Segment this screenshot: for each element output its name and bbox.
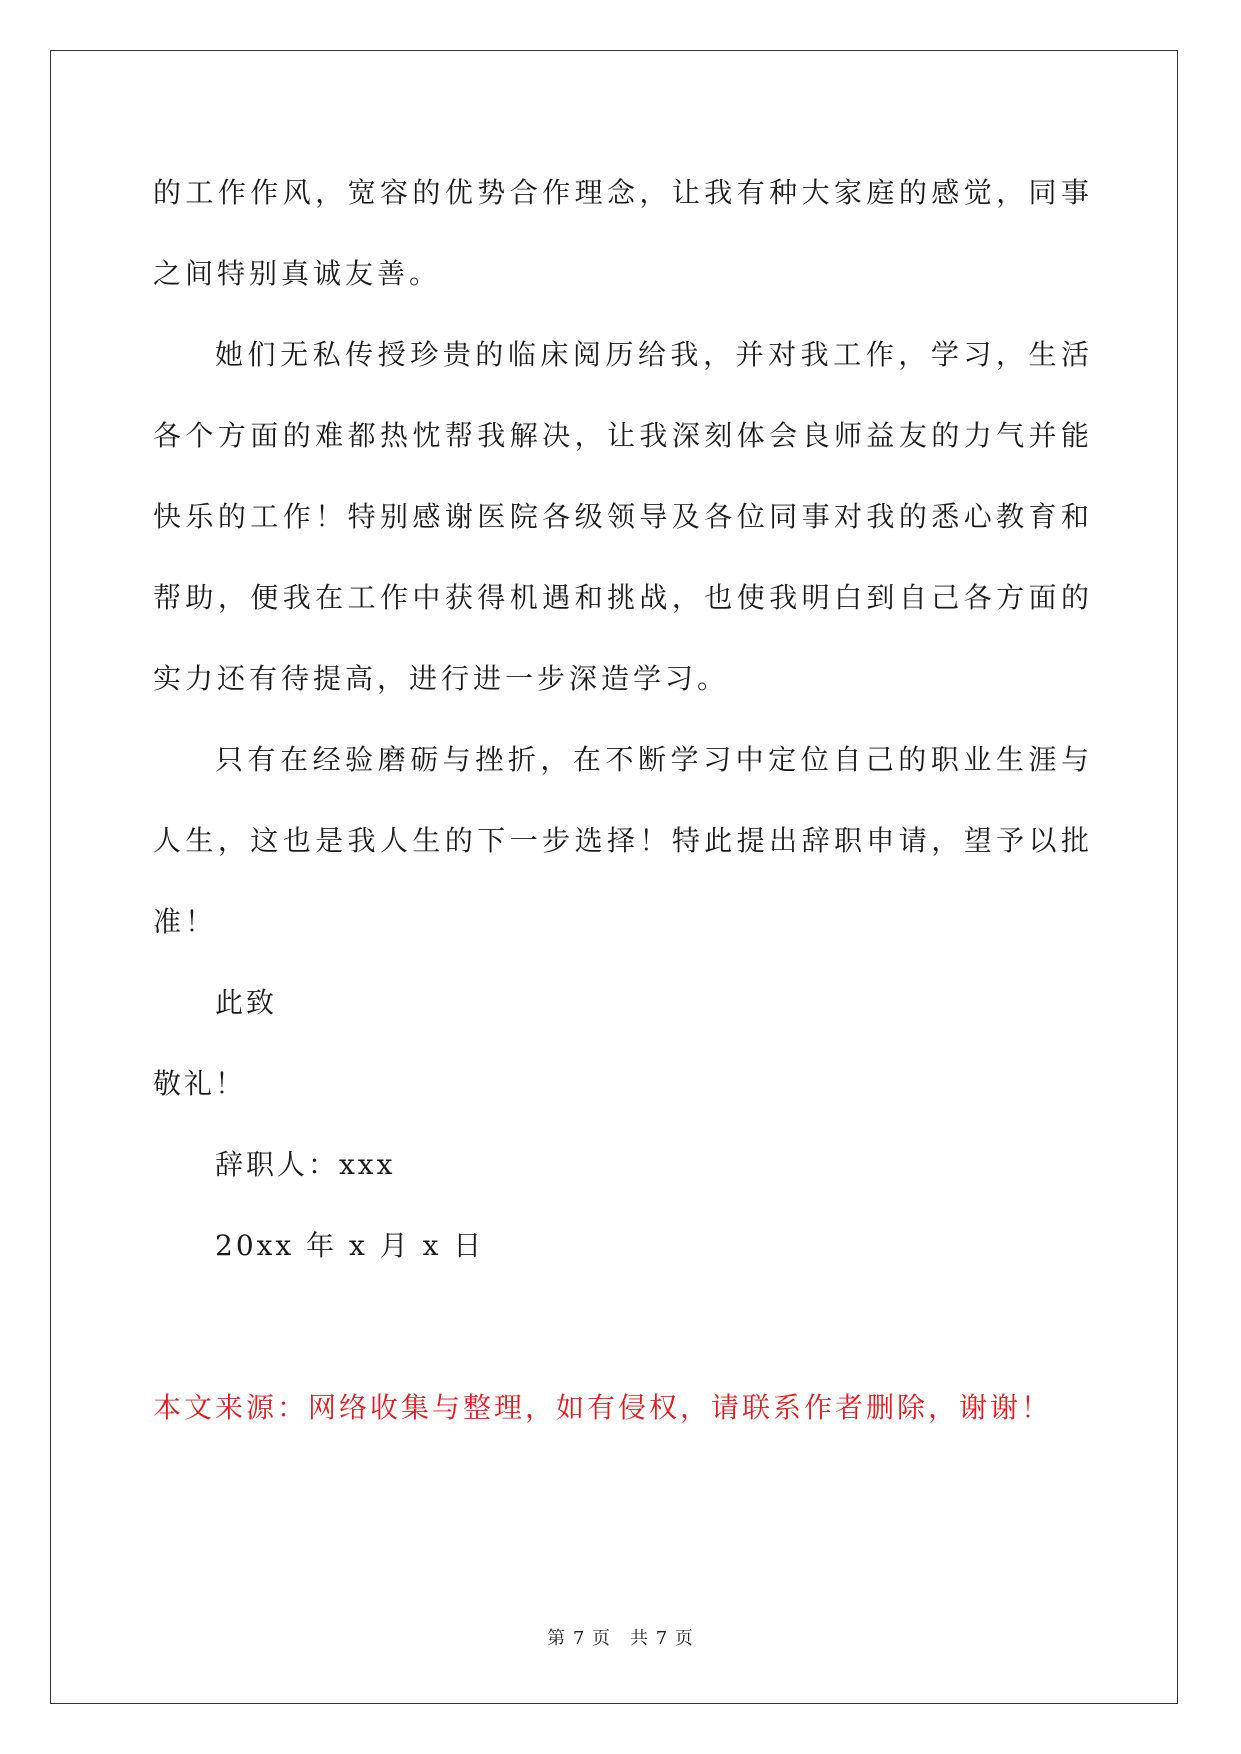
- document-body: [153, 152, 1093, 1448]
- closing-salutation: 此致: [215, 986, 278, 1019]
- signature-line: 辞职人：xxx: [215, 1148, 396, 1181]
- paragraph-1: 的工作作风，宽容的优势合作理念，让我有种大家庭的感觉，同事之间特别真诚友善。: [153, 176, 1093, 290]
- paragraph-2: 她们无私传授珍贵的临床阅历给我，并对我工作，学习，生活各个方面的难都热忱帮我解决，让我深刻体会良师益友的力气并能快乐的工作！特别感谢医院各级领导及各位同事对我的悉心教育和帮助，便我在工作中获得机遇和挑战，也使我明白到自己各方面的实力还有待提高，进行进一步深造学习。: [153, 338, 1093, 695]
- closing-greeting: 敬礼！: [153, 1067, 247, 1100]
- spacer: [153, 1286, 1093, 1367]
- date-line: 20xx 年 x 月 x 日: [215, 1229, 485, 1262]
- source-notice: 本文来源：网络收集与整理，如有侵权，请联系作者删除，谢谢！: [153, 1391, 1053, 1424]
- page-number-footer: 第 7 页 共 7 页: [547, 1628, 694, 1649]
- paragraph-3: 只有在经验磨砺与挫折，在不断学习中定位自己的职业生涯与人生，这也是我人生的下一步选择！特此提出辞职申请，望予以批准！: [153, 743, 1093, 938]
